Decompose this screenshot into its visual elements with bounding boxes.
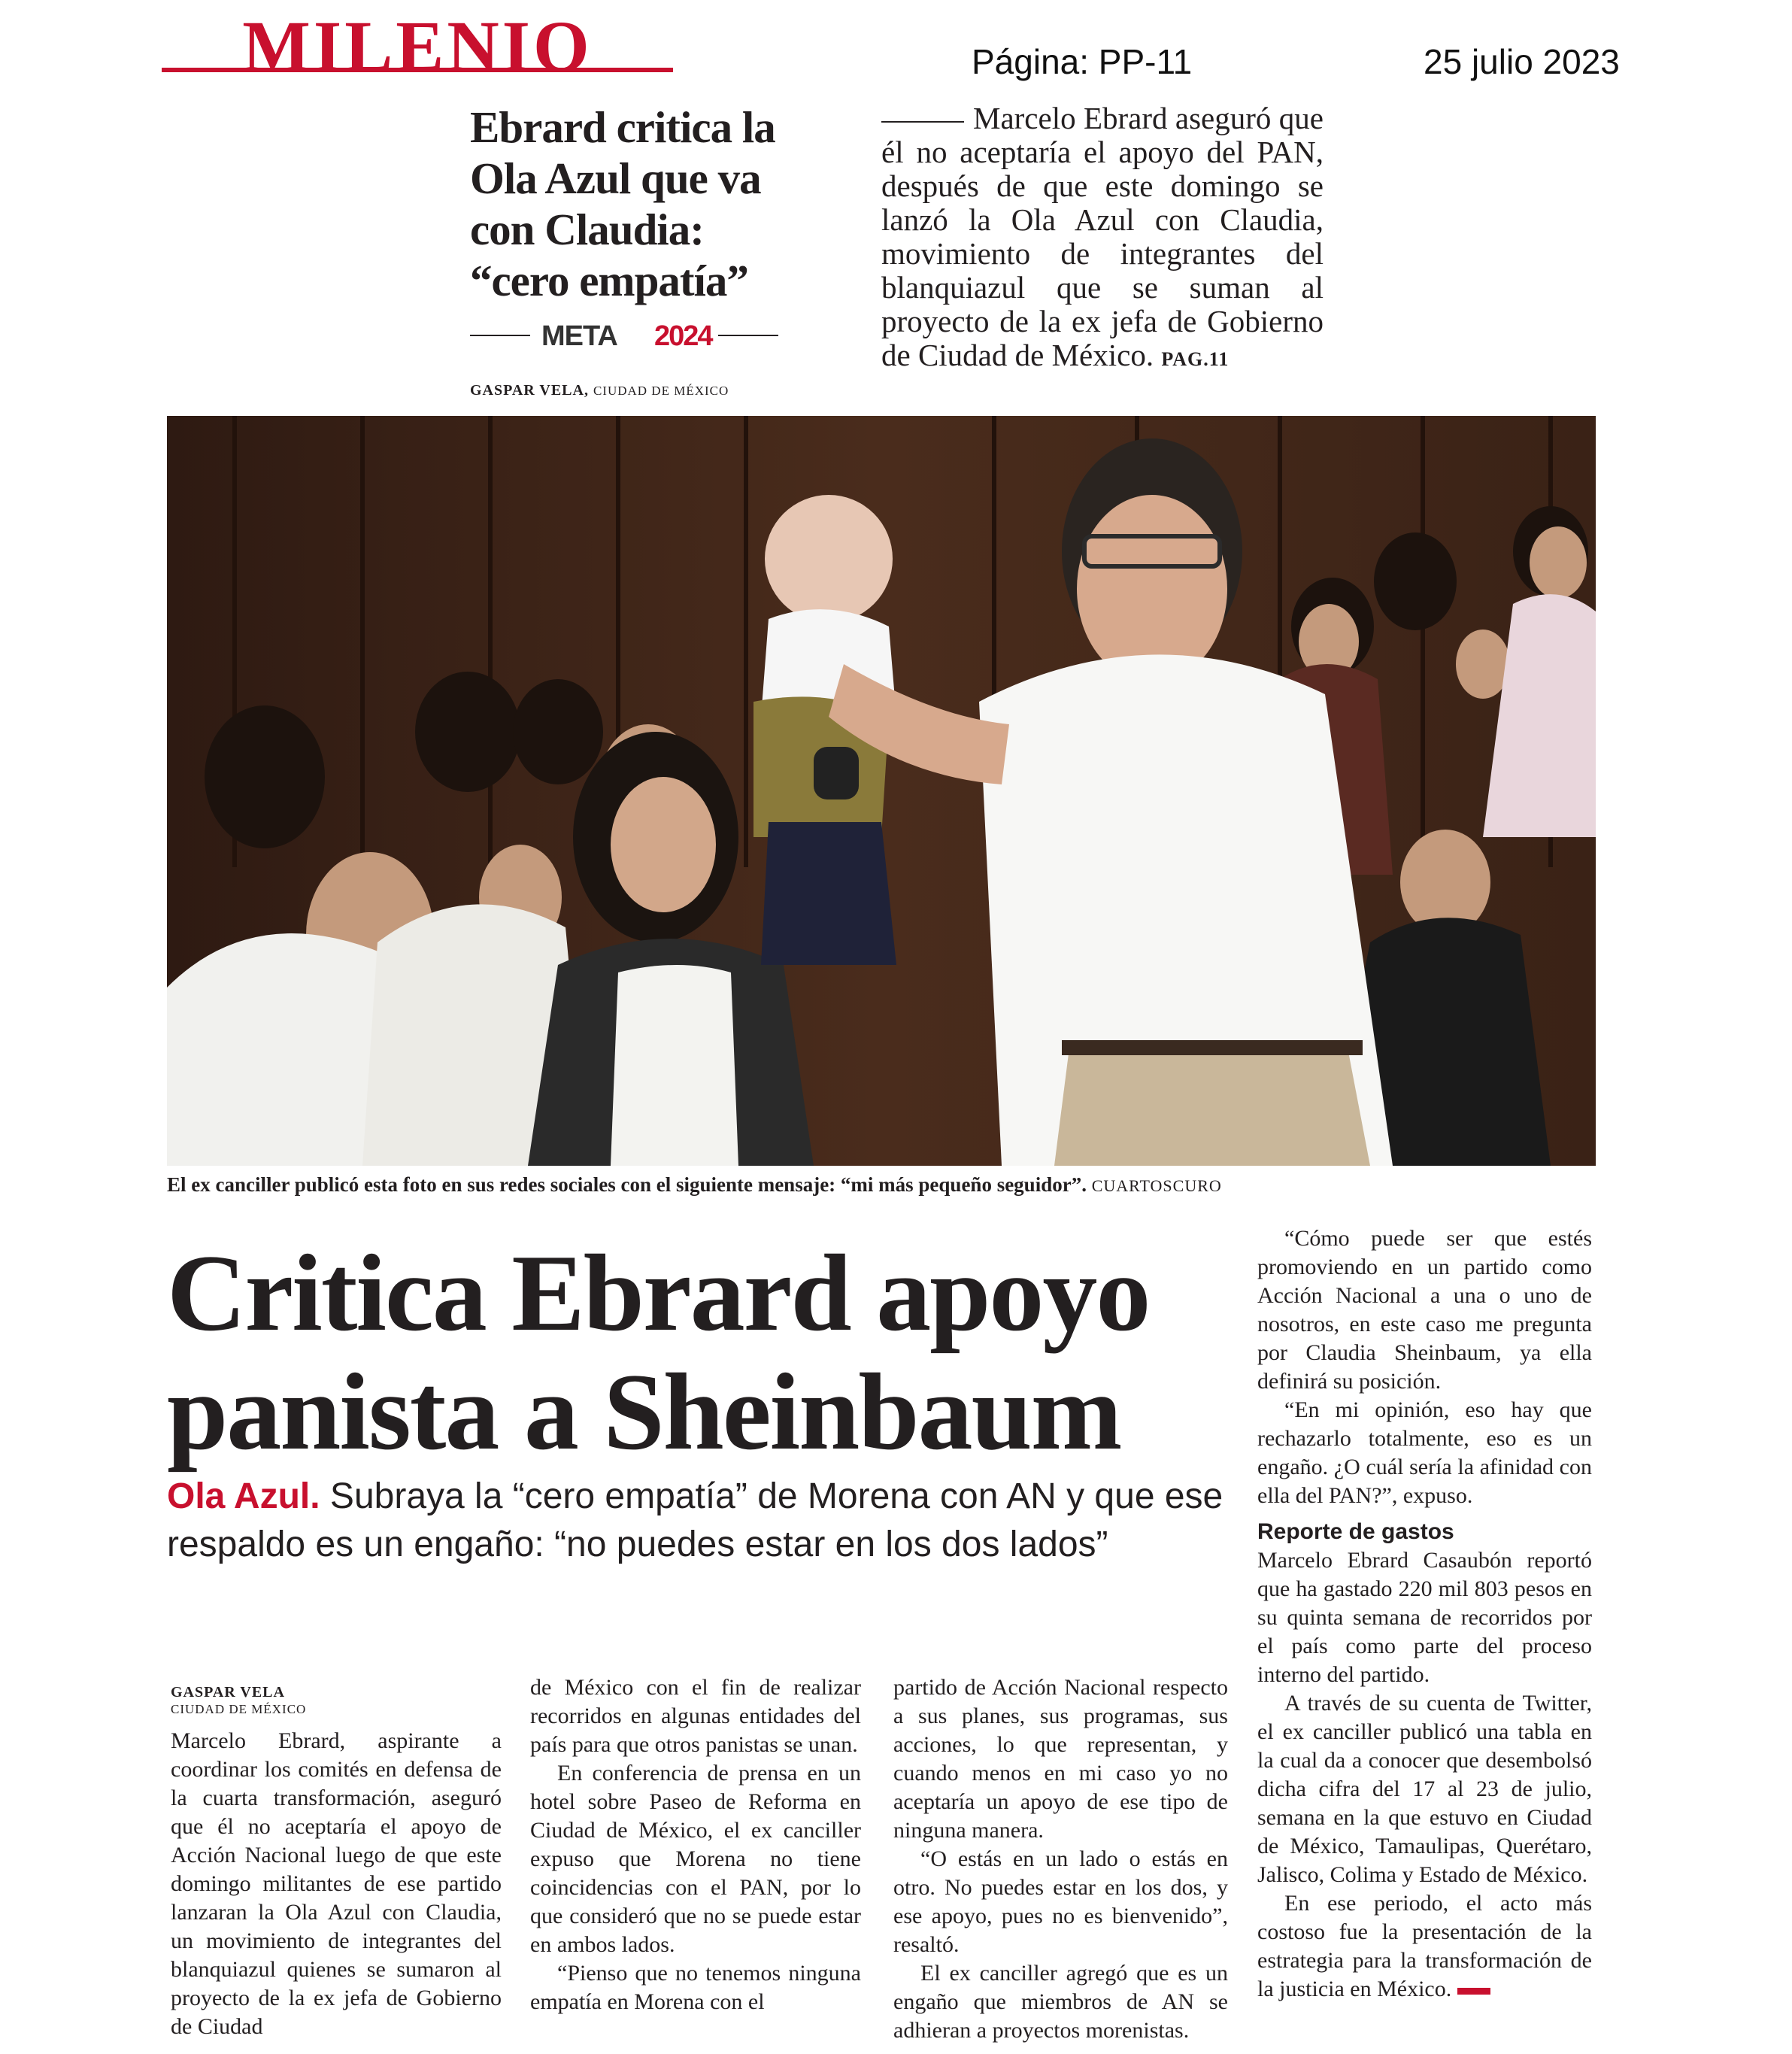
caption-text: El ex canciller publicó esta foto en sus redes sociales con el siguiente mensaje: “mi más pequeño seguidor”. xyxy=(167,1173,1087,1196)
photo-credit: CUARTOSCURO xyxy=(1091,1176,1222,1195)
kicker xyxy=(167,1473,1235,1569)
page-label: Página: PP-11 xyxy=(972,42,1193,81)
article-byline-city: CIUDAD DE MÉXICO xyxy=(171,1702,307,1716)
paragraph: de México con el fin de realizar recorridos en algunas entidades del país para que otros panistas se unan. xyxy=(530,1675,861,1757)
headline-line-1: Critica Ebrard apoyo xyxy=(167,1232,1150,1354)
paragraph: En conferencia de prensa en un hotel sobre Paseo de Reforma en Ciudad de México, el ex canciller expuso que Morena no tiene coincidencias con el PAN, por lo que consideró que no se puede estar en ambos lados. xyxy=(530,1761,861,1957)
column-1 xyxy=(171,1683,502,2041)
teaser-title: Ebrard critica la Ola Azul que va con Claudia: “cero empatía” xyxy=(470,102,775,305)
section-tag xyxy=(470,314,778,360)
subhead-reporte-de-gastos: Reporte de gastos xyxy=(1257,1519,1454,1544)
news-photo xyxy=(167,416,1596,1166)
section-word: META xyxy=(541,320,617,352)
paragraph: El ex canciller agregó que es un engaño que miembros de AN se adhieran a proyectos morenistas. xyxy=(893,1961,1228,2043)
teaser-byline-name: GASPAR VELA, xyxy=(470,382,589,399)
masthead-name: MILENIO xyxy=(242,15,593,83)
teaser-body xyxy=(881,102,1324,376)
article-byline-name: GASPAR VELA xyxy=(171,1684,285,1701)
paragraph: “Pienso que no tenemos ninguna empatía en Morena con el xyxy=(530,1961,861,2014)
end-mark xyxy=(1457,1988,1490,1995)
kicker-label: Ola Azul. xyxy=(167,1476,320,1516)
paragraph: “O estás en un lado o estás en otro. No puedes estar en los dos, y ese apoyo, pues no es bienvenido”, resaltó. xyxy=(893,1846,1228,1957)
paragraph-last xyxy=(1257,1889,1592,2004)
teaser-byline-city: CIUDAD DE MÉXICO xyxy=(593,384,729,398)
column-4 xyxy=(1257,1224,1592,2004)
paragraph: “En mi opinión, eso hay que rechazarlo totalmente, eso es un engaño. ¿O cuál sería la afinidad con ella del PAN?”, expuso. xyxy=(1257,1397,1592,1508)
paragraph: “Cómo puede ser que estés promoviendo en un partido como Acción Nacional a una o uno de nosotros, en este caso me pregunta por Claudia Sheinbaum, ya ella definirá su posición. xyxy=(1257,1226,1592,1394)
teaser-page-ref: PAG.11 xyxy=(1161,348,1230,370)
paragraph: Marcelo Ebrard Casaubón reportó que ha gastado 220 mil 803 pesos en su quinta semana de recorridos por el país como parte del proceso interno del partido. xyxy=(1257,1548,1592,1687)
milenio-logo xyxy=(162,15,673,83)
photo-illustration xyxy=(167,416,1596,1166)
headline-line-2: panista a Sheinbaum xyxy=(167,1351,1121,1473)
column-2 xyxy=(530,1673,861,2016)
paragraph: Marcelo Ebrard, aspirante a coordinar los comités en defensa de la cuarta transformación, aseguró que él no aceptaría el apoyo de Acción Nacional luego de que este domingo militantes de ese partido lanzaran la Ola Azul con Claudia, un movimiento de integrantes del blanquiazul quienes se sumaron al proyecto de la ex jefa de Gobierno de Ciudad xyxy=(171,1728,502,2039)
headline xyxy=(167,1233,1235,1471)
paragraph: A través de su cuenta de Twitter, el ex canciller publicó una tabla en la cual da a conocer que desembolsó dicha cifra del 17 al 23 de julio, semana en la que estuvo en Ciudad de México, Tamaulipas, Querétaro, Jalisco, Colima y Estado de México. xyxy=(1257,1691,1592,1887)
teaser-byline xyxy=(470,382,729,399)
section-year: 2024 xyxy=(654,320,712,352)
publication-date: 25 julio 2023 xyxy=(1424,42,1620,81)
teaser-body-text: Marcelo Ebrard aseguró que él no aceptaría el apoyo del PAN, después de que este domingo se lanzó la Ola Azul con Claudia, movimiento de integrantes del blanquiazul que se suman al proyecto de la ex jefa de Gobierno de Ciudad de México. xyxy=(881,101,1324,372)
paragraph: partido de Acción Nacional respecto a sus planes, sus programas, sus acciones, lo que representan, y cuando menos en mi caso yo no aceptaría un apoyo de ese tipo de ninguna manera. xyxy=(893,1675,1228,1843)
column-3 xyxy=(893,1673,1228,2045)
kicker-text: Subraya la “cero empatía” de Morena con AN y que ese respaldo es un engaño: “no puedes estar en los dos lados” xyxy=(167,1476,1223,1564)
photo-caption xyxy=(167,1172,1596,1199)
paragraph-last-text: En ese periodo, el acto más costoso fue la presentación de la estrategia para la transformación de la justicia en México. xyxy=(1257,1891,1592,2001)
